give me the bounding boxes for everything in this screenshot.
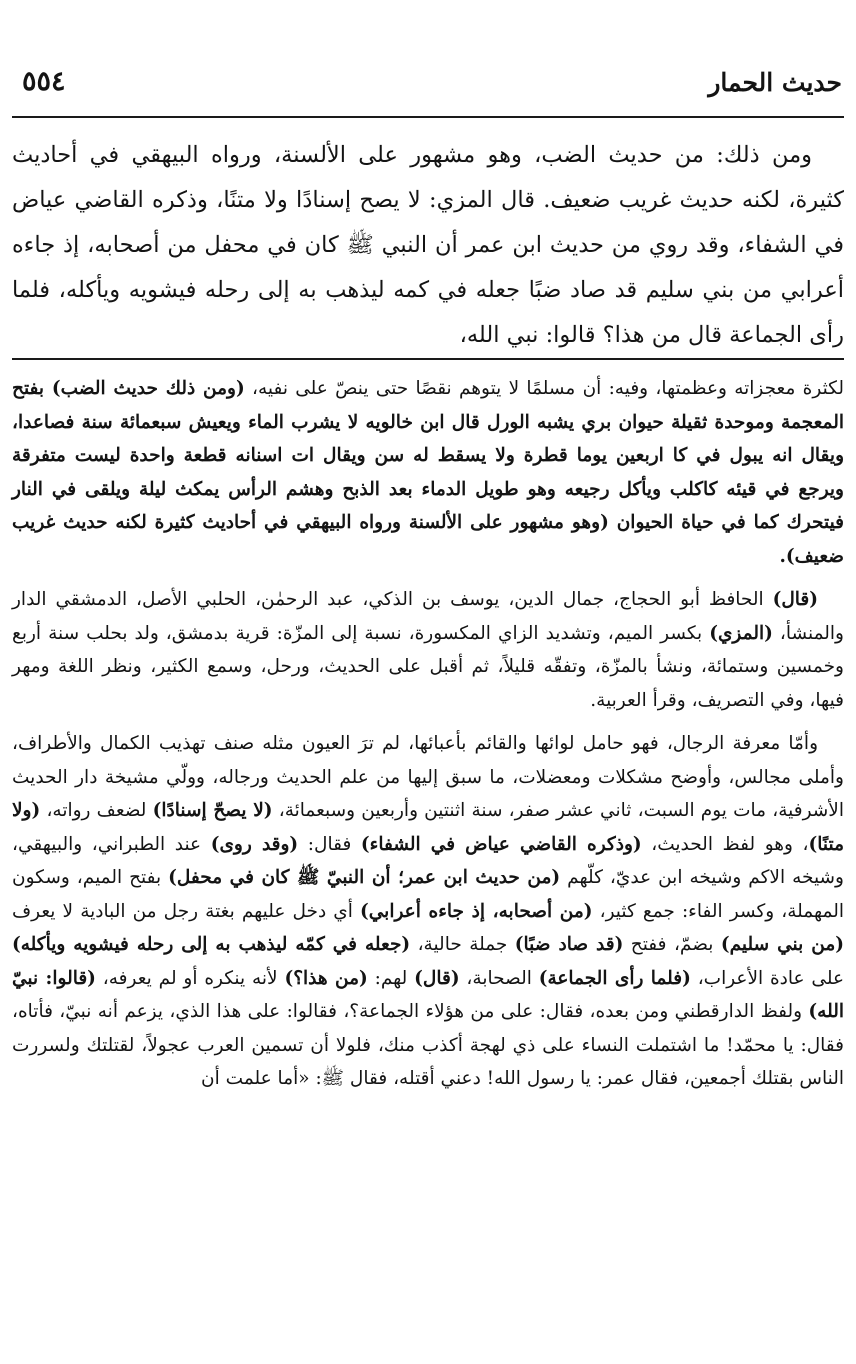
bold-quoted-text: (من بني سليم) [720, 934, 844, 955]
commentary-text: فقال: [298, 833, 361, 855]
bold-quoted-text: (قال) [772, 589, 818, 610]
commentary-text: ولفظ الدارقطني ومن بعده، فقال: على من هؤلاء الجماعة؟، فقالوا: على هذا الذي، يزعم أنه نبيّ، فأتاه، فقال: يا محمّد! ما اشتملت النساء على ذي لهجة أكذب منك، فلولا أن تسمين العرب عجولاً، لقتلتك ولسررت الناس بقتلك أجمعين، فقال عمر: يا رسول الله! دعني أقتله، فقال ﷺ: «أما علمت أن [12, 1001, 844, 1089]
bold-quoted-text: (قد صاد ضبًا) [514, 934, 624, 955]
bold-quoted-text: (ولا متنًا) [12, 800, 844, 855]
bold-quoted-text: (وقد روى) [210, 833, 299, 855]
header-divider [12, 116, 844, 118]
commentary-text: الحافظ أبو الحجاج، جمال الدين، يوسف بن الذكي، عبد الرحمٰن، الحلبي الأصل، الدمشقي الدار والمنشأ، [12, 589, 844, 644]
commentary-text: أي دخل عليهم بغتة رجل من البادية لا يعرف [12, 900, 360, 922]
commentary-text: وأمّا معرفة الرجال، فهو حامل لوائها والقائم بأعبائها، لم ترَ العيون مثله صنف تهذيب الكمال والأطراف، وأملى مجالس، وأوضح مشكلات ومعضلات، ما سبق إليها من علم الحديث ورجاله، وولّي مشيخة دار الحديث الأشرفية، مات يوم السبت، ثاني عشر صفر، سنة اثنتين وأربعين وسبعمائة، [12, 733, 844, 821]
main-text-block [12, 133, 844, 358]
bold-quoted-text: (قالوا: نبيّ الله) [12, 967, 844, 1022]
commentary-block [12, 372, 844, 1096]
commentary-paragraph-2 [12, 583, 844, 717]
commentary-text: بفتح الميم، وسكون المهملة، وكسر الفاء: جمع كثير، [12, 867, 844, 922]
commentary-paragraph-3 [12, 727, 844, 1096]
running-title: حديث الحمار [708, 68, 842, 97]
commentary-text: لكثرة معجزاته وعظمتها، وفيه: أن مسلمًا لا يتوهم نقصًا حتى ينصّ على نفيه، [244, 378, 845, 399]
bold-quoted-text: (ومن ذلك حديث الضب) بفتح المعجمة وموحدة ثقيلة حيوان بري يشبه الورل قال ابن خالويه لا يشرب الماء ويعيش سبعمائة سنة فصاعدا، ويقال انه يبول في كا اربعين يوما قطرة ولا يسقط له سن ويقال ات اسنانه قطعة واحدة ليست متفرقة ويرجع في قيئه كاكلب ويأكل رجيعه وهو طويل الدماء بعد الذبح وهشم الرأس يمكث ليلة ويلقى في النار فيتحرك كما في حياة الحيوان (وهو مشهور على الألسنة ورواه البيهقي في أحاديث كثيرة لكنه حديث غريب ضعيف). [12, 378, 844, 567]
bold-quoted-text: (من حديث ابن عمر؛ أن النبيّ ﷺ كان في محفل) [168, 867, 561, 888]
commentary-paragraph-1 [12, 372, 844, 573]
bold-quoted-text: (فلما رأى الجماعة) [538, 967, 691, 989]
commentary-text: ، وهو لفظ الحديث، [641, 833, 809, 855]
bold-quoted-text: (المزي) [709, 622, 773, 644]
commentary-text: على عادة الأعراب، [690, 967, 845, 989]
commentary-text: لضعف رواته، [40, 800, 153, 821]
main-text-paragraph: ومن ذلك: من حديث الضب، وهو مشهور على الألسنة، ورواه البيهقي في أحاديث كثيرة، لكنه حديث غريب ضعيف. قال المزي: لا يصح إسنادًا ولا متنًا، وذكره القاضي عياض في الشفاء، وقد روي من حديث ابن عمر أن النبي ﷺ كان في محفل من أصحابه، إذ جاءه أعرابي من بني سليم قد صاد ضبًا جعله في كمه ليذهب به إلى رحله فيشويه ويأكله، فلما رأى الجماعة قال من هذا؟ قالوا: نبي الله، [12, 142, 844, 348]
page-header [0, 64, 856, 114]
commentary-text: الصحابة، [459, 967, 539, 989]
bold-quoted-text: (من هذا؟) [284, 967, 368, 989]
commentary-text: لهم: [367, 967, 415, 989]
bold-quoted-text: (قال) [414, 967, 460, 989]
commentary-text: لأنه ينكره أو لم يعرفه، [95, 967, 285, 989]
commentary-text: بضمّ، ففتح [623, 934, 721, 955]
bold-quoted-text: (لا يصحّ إسنادًا) [152, 800, 273, 821]
page-number: ٥٥٤ [22, 66, 66, 97]
bold-quoted-text: (من أصحابه، إذ جاءه أعرابي) [360, 900, 593, 922]
bold-quoted-text: (جعله في كمّه ليذهب به إلى رحله فيشويه ويأكله) [12, 934, 411, 955]
main-text-divider [12, 358, 844, 360]
commentary-text: عند الطبراني، والبيهقي، وشيخه الاكم وشيخه ابن عديّ، كلّهم [12, 833, 844, 888]
commentary-text: بكسر الميم، وتشديد الزاي المكسورة، نسبة إلى المزّة: قرية بدمشق، ولد بحلب سنة أربع وخمسين وستمائة، ونشأ بالمزّة، وتفقّه قليلاً، ثم أقبل على الحديث، ورحل، وسمع الكثير، ونظر اللغة ومهر فيها، وفي التصريف، وقرأ العربية. [12, 622, 844, 711]
bold-quoted-text: (وذكره القاضي عياض في الشفاء) [360, 833, 642, 855]
commentary-text: جملة حالية، [410, 934, 515, 955]
